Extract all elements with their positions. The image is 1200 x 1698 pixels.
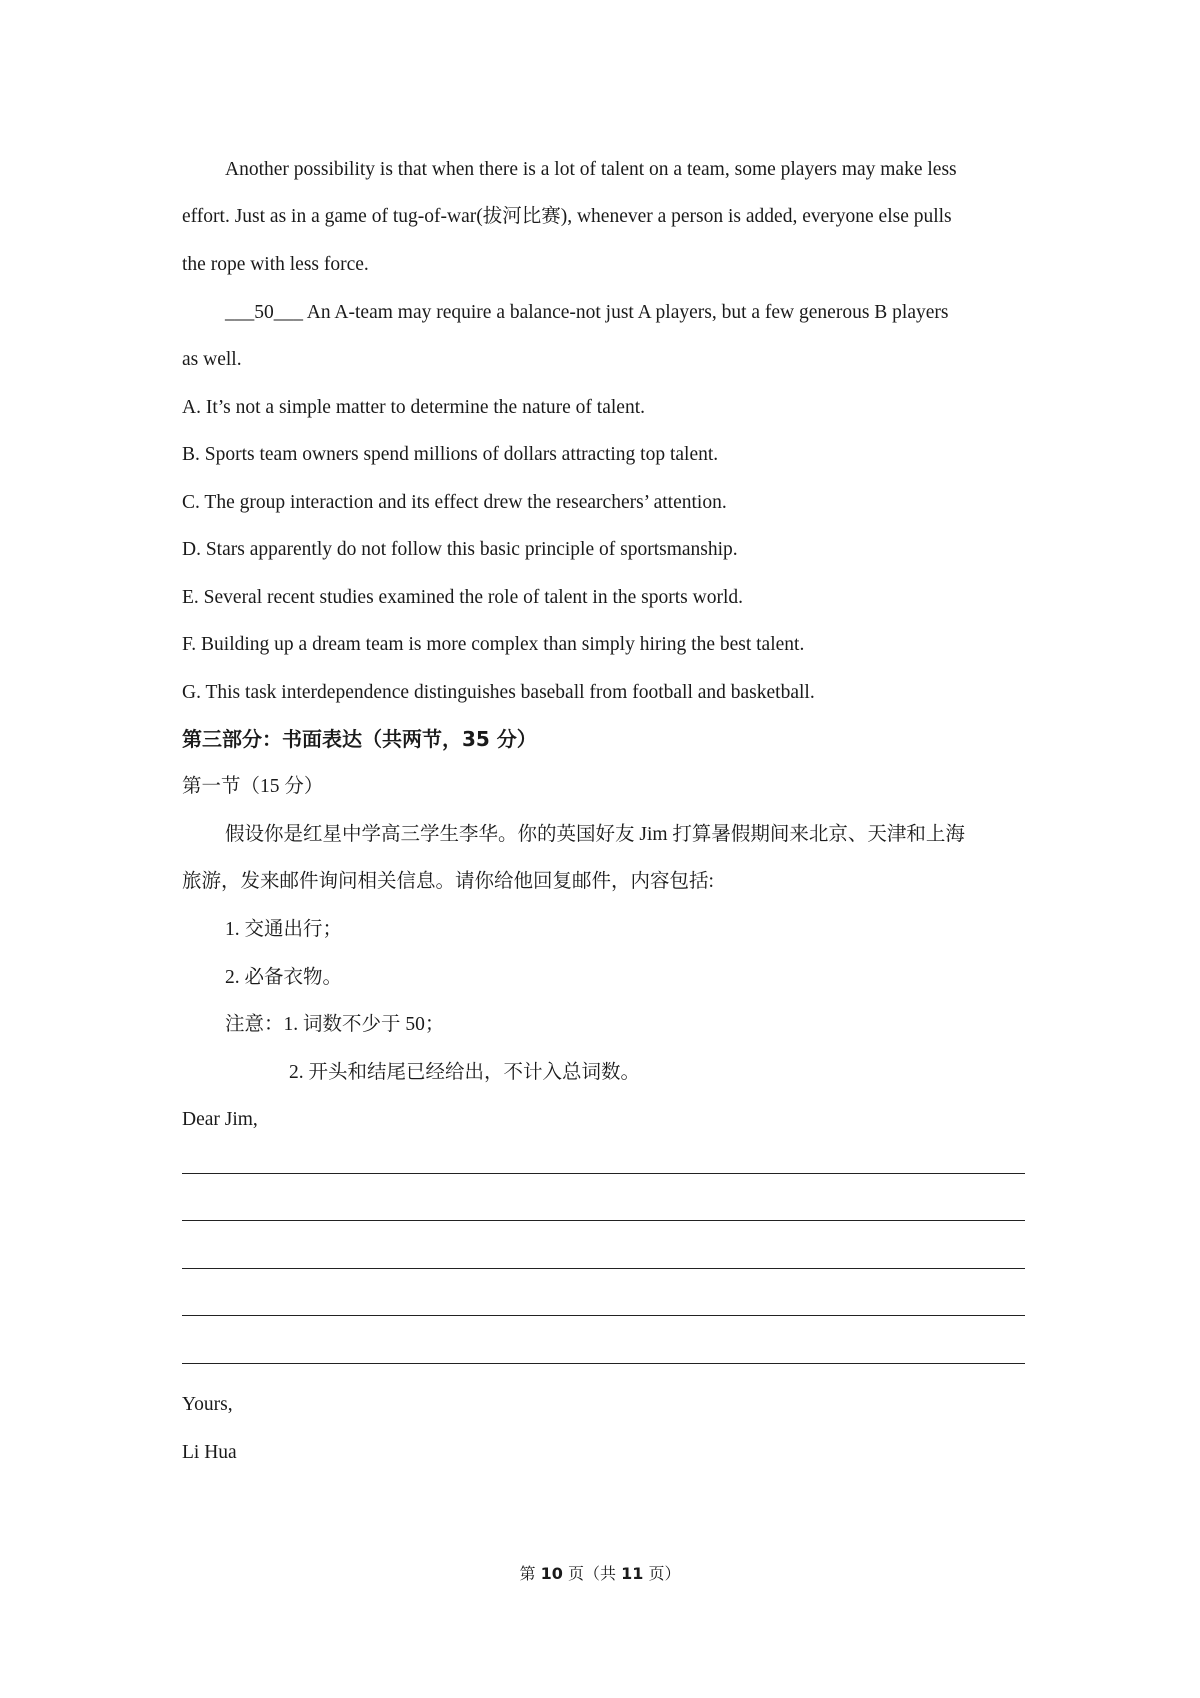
answer-line[interactable] [182, 1268, 1025, 1269]
answer-line[interactable] [182, 1363, 1025, 1364]
passage-paragraph-line: as well. [182, 349, 242, 370]
letter-signature: Li Hua [182, 1442, 237, 1463]
letter-greeting: Dear Jim, [182, 1109, 258, 1130]
note-line: 2. 开头和结尾已经给出，不计入总词数。 [289, 1062, 641, 1083]
answer-line[interactable] [182, 1173, 1025, 1174]
option-f: F. Building up a dream team is more complex than simply hiring the best talent. [182, 634, 805, 655]
requirement-item: 2. 必备衣物。 [225, 967, 343, 988]
passage-paragraph-line: effort. Just as in a game of tug-of-war(拔河比赛), whenever a person is added, everyone else pulls [182, 206, 952, 227]
option-e: E. Several recent studies examined the role of talent in the sports world. [182, 587, 743, 608]
footer-total-pages: 11 [621, 1564, 644, 1583]
footer-suffix: 页） [648, 1564, 681, 1583]
answer-line[interactable] [182, 1315, 1025, 1316]
writing-prompt-line: 假设你是红星中学高三学生李华。你的英国好友 Jim 打算暑假期间来北京、天津和上海 [225, 824, 965, 845]
passage-paragraph-line: Another possibility is that when there is a lot of talent on a team, some players may make less [225, 159, 957, 180]
passage-paragraph-line: ___50___ An A-team may require a balance-not just A players, but a few generous B players [225, 302, 949, 323]
footer-prefix: 第 [519, 1564, 536, 1583]
option-g: G. This task interdependence distinguishes baseball from football and basketball. [182, 682, 815, 703]
passage-paragraph-line: the rope with less force. [182, 254, 369, 275]
section-heading: 第一节（15 分） [182, 776, 324, 797]
writing-prompt-line: 旅游，发来邮件询问相关信息。请你给他回复邮件，内容包括: [182, 871, 714, 892]
footer-middle: 页（共 [567, 1564, 616, 1583]
option-a: A. It’s not a simple matter to determine the nature of talent. [182, 397, 645, 418]
page-footer [0, 1561, 1200, 1584]
answer-line[interactable] [182, 1220, 1025, 1221]
option-c: C. The group interaction and its effect drew the researchers’ attention. [182, 492, 727, 513]
letter-closing: Yours, [182, 1394, 233, 1415]
requirement-item: 1. 交通出行； [225, 919, 343, 940]
option-d: D. Stars apparently do not follow this basic principle of sportsmanship. [182, 539, 738, 560]
option-b: B. Sports team owners spend millions of dollars attracting top talent. [182, 444, 719, 465]
footer-page-number: 10 [540, 1564, 563, 1583]
part-heading: 第三部分：书面表达（共两节，35 分） [182, 727, 537, 751]
note-line: 注意：1. 词数不少于 50； [225, 1014, 445, 1035]
